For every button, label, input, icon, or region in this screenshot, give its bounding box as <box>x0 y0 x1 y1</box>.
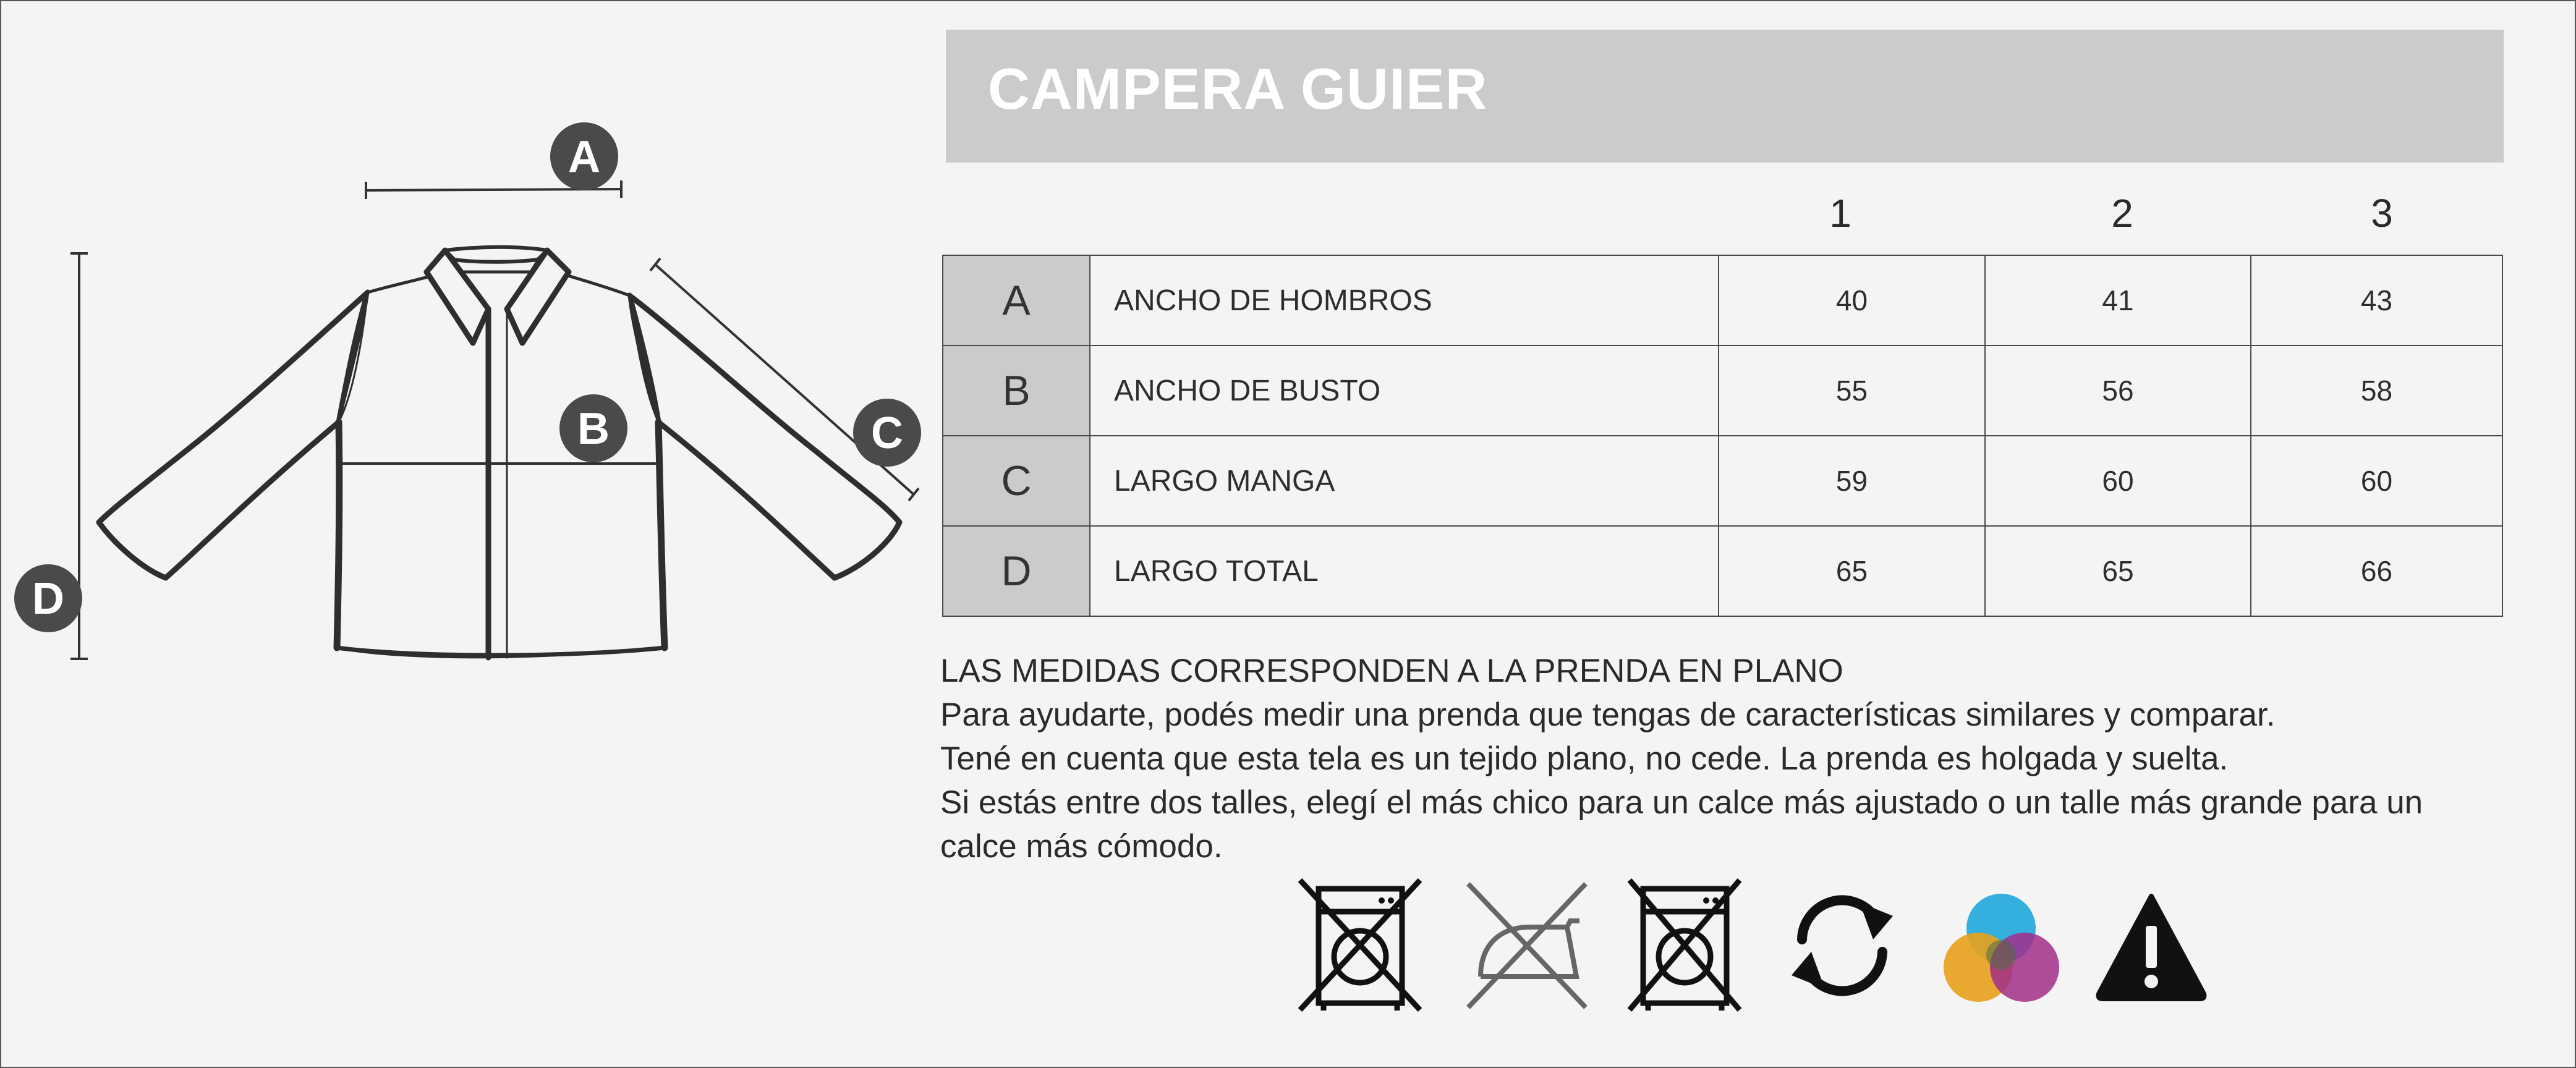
color-mix-icon <box>1938 878 2062 1014</box>
size-3-value: 60 <box>2251 436 2502 526</box>
marker-a-label: A <box>568 132 600 182</box>
size-header-1: 1 <box>1829 191 1851 235</box>
notes-line: Para ayudarte, podés medir una prenda que tengas de características similares y comparar. <box>940 697 2276 733</box>
notes-line: Tené en cuenta que esta tela es un tejido plano, no cede. La prenda es holgada y suelta. <box>940 740 2229 777</box>
size-3-value: 43 <box>2251 255 2502 345</box>
product-title: CAMPERA GUIER <box>988 56 1488 121</box>
size-header-3: 3 <box>2371 191 2393 235</box>
marker-d <box>14 564 82 632</box>
notes-line: Si estás entre dos talles, elegí el más chico para un calce más ajustado o un talle más grande para un calce más cómodo. <box>940 784 2423 865</box>
row-label: ANCHO DE HOMBROS <box>1090 255 1719 345</box>
table-row <box>943 345 2502 436</box>
size-3-value: 66 <box>2251 526 2502 616</box>
row-label: ANCHO DE BUSTO <box>1090 345 1719 436</box>
row-label: LARGO MANGA <box>1090 436 1719 526</box>
jacket-outline <box>99 247 899 658</box>
row-letter: D <box>943 526 1090 616</box>
size-3-value: 58 <box>2251 345 2502 436</box>
no-ironing-icon <box>1462 878 1592 1014</box>
jacket-diagram <box>0 0 940 1068</box>
size-1-value: 55 <box>1719 345 1985 436</box>
marker-a <box>550 122 618 190</box>
title-bar <box>946 30 2504 163</box>
size-1-value: 59 <box>1719 436 1985 526</box>
marker-b-label: B <box>577 404 610 454</box>
no-washing-machine-icon <box>1295 878 1425 1014</box>
table-row <box>943 526 2502 616</box>
marker-b <box>559 394 627 462</box>
marker-c-label: C <box>871 409 903 458</box>
row-label: LARGO TOTAL <box>1090 526 1719 616</box>
size-header-2: 2 <box>2111 191 2133 235</box>
size-1-value: 40 <box>1719 255 1985 345</box>
marker-c <box>853 399 921 467</box>
table-row <box>943 255 2502 345</box>
size-table <box>942 255 2503 617</box>
notes-heading: LAS MEDIDAS CORRESPONDEN A LA PRENDA EN PLANO <box>940 653 1843 689</box>
size-2-value: 60 <box>1985 436 2251 526</box>
marker-d-label: D <box>32 574 64 624</box>
row-letter: B <box>943 345 1090 436</box>
table-row <box>943 436 2502 526</box>
size-1-value: 65 <box>1719 526 1985 616</box>
size-2-value: 65 <box>1985 526 2251 616</box>
recycle-icon <box>1780 878 1904 1014</box>
size-2-value: 56 <box>1985 345 2251 436</box>
size-2-value: 41 <box>1985 255 2251 345</box>
row-letter: A <box>943 255 1090 345</box>
measurement-notes <box>940 649 2449 868</box>
warning-icon <box>2093 878 2210 1014</box>
no-dryer-icon <box>1626 878 1743 1014</box>
row-letter: C <box>943 436 1090 526</box>
